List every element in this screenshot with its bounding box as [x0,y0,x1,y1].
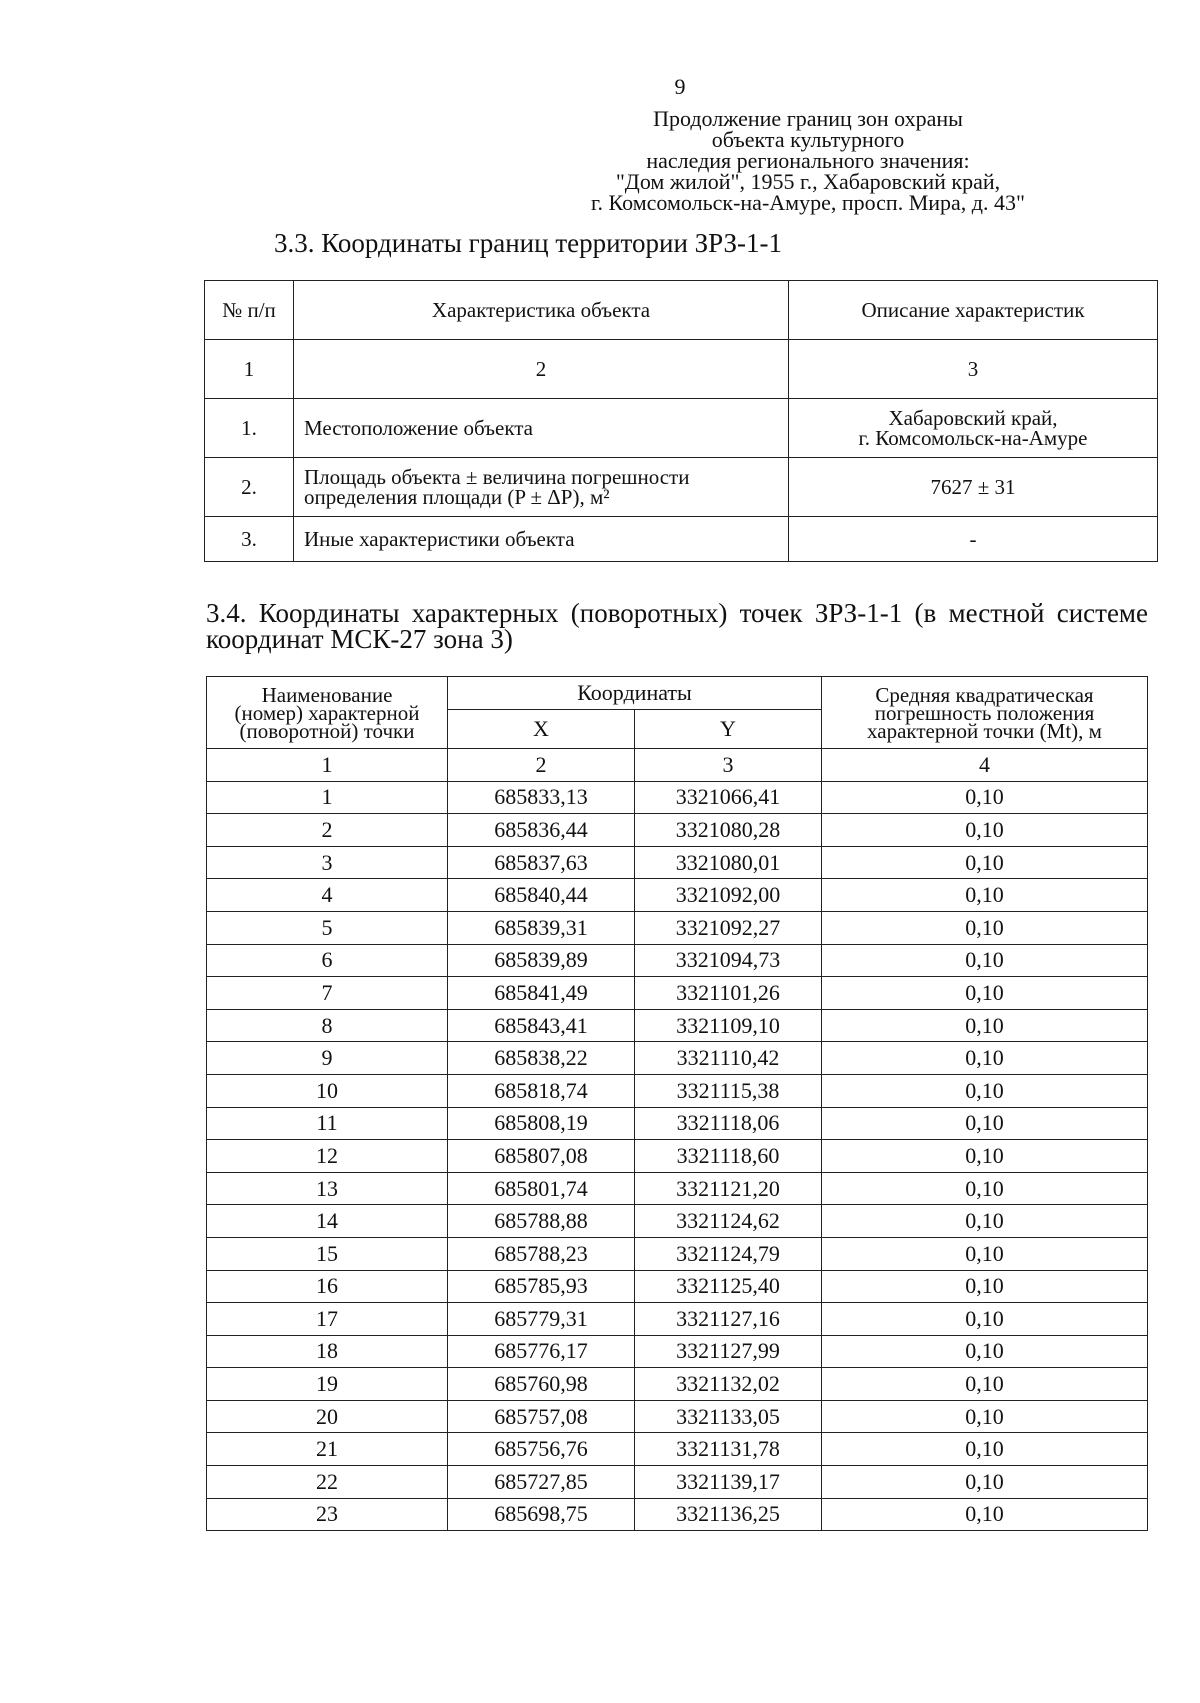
error-cell: 0,10 [822,1433,1148,1466]
x-coordinate-cell: 685836,44 [448,814,635,847]
y-coordinate-cell: 3321132,02 [635,1368,822,1401]
column-header-characteristic: Характеристика объекта [294,281,789,340]
y-coordinate-cell: 3321092,27 [635,911,822,944]
description-cell: - [789,517,1158,562]
table-row [207,1368,1148,1401]
point-number-cell: 5 [207,911,448,944]
header-line: Средняя квадратическая [875,682,1094,707]
point-number-cell: 6 [207,944,448,977]
y-coordinate-cell: 3321101,26 [635,977,822,1010]
y-coordinate-cell: 3321121,20 [635,1172,822,1205]
point-number-cell: 3 [207,846,448,879]
y-coordinate-cell: 3321127,99 [635,1335,822,1368]
table-row [207,1009,1148,1042]
y-coordinate-cell: 3321139,17 [635,1466,822,1499]
x-coordinate-cell: 685839,31 [448,911,635,944]
description-cell [789,399,1158,458]
table-row [205,458,1158,517]
table-row [207,1400,1148,1433]
x-coordinate-cell: 685727,85 [448,1466,635,1499]
point-number-cell: 10 [207,1074,448,1107]
column-header-x: X [448,710,635,749]
numbering-cell: 1 [205,340,294,399]
table-numbering-row [207,749,1148,782]
point-number-cell: 1 [207,781,448,814]
y-coordinate-cell: 3321127,16 [635,1303,822,1336]
table-row [207,1172,1148,1205]
y-coordinate-cell: 3321066,41 [635,781,822,814]
characteristics-table [204,280,1158,562]
y-coordinate-cell: 3321133,05 [635,1400,822,1433]
point-number-cell: 11 [207,1107,448,1140]
error-cell: 0,10 [822,846,1148,879]
point-number-cell: 9 [207,1042,448,1075]
table-row [205,399,1158,458]
header-line: (номер) характерной [234,700,420,725]
y-coordinate-cell: 3321109,10 [635,1009,822,1042]
table-row [207,846,1148,879]
point-number-cell: 4 [207,879,448,912]
numbering-cell: 3 [789,340,1158,399]
numbering-cell: 1 [207,749,448,782]
point-number-cell: 18 [207,1335,448,1368]
header-line: Продолжение границ зон охраны [653,106,963,131]
error-cell: 0,10 [822,1042,1148,1075]
x-coordinate-cell: 685807,08 [448,1140,635,1173]
error-cell: 0,10 [822,781,1148,814]
description-line: Хабаровский край, [888,406,1058,430]
error-cell: 0,10 [822,1270,1148,1303]
table-row [207,1074,1148,1107]
error-cell: 0,10 [822,1368,1148,1401]
y-coordinate-cell: 3321094,73 [635,944,822,977]
error-cell: 0,10 [822,977,1148,1010]
column-header-point-name [207,677,448,749]
table-header-row [207,677,1148,710]
x-coordinate-cell: 685818,74 [448,1074,635,1107]
characteristic-line: Площадь объекта ± величина погрешности [304,465,690,489]
point-number-cell: 8 [207,1009,448,1042]
table-row [207,1335,1148,1368]
x-coordinate-cell: 685788,88 [448,1205,635,1238]
error-cell: 0,10 [822,1335,1148,1368]
y-coordinate-cell: 3321118,60 [635,1140,822,1173]
x-coordinate-cell: 685776,17 [448,1335,635,1368]
column-header-coordinates: Координаты [448,677,822,710]
characteristic-line: определения площади (P ± ΔP), м² [304,485,610,509]
document-header [458,108,1158,213]
error-cell: 0,10 [822,1074,1148,1107]
table-row [207,879,1148,912]
x-coordinate-cell: 685779,31 [448,1303,635,1336]
y-coordinate-cell: 3321118,06 [635,1107,822,1140]
column-header-description: Описание характеристик [789,281,1158,340]
column-header-y: Y [635,710,822,749]
y-coordinate-cell: 3321080,01 [635,846,822,879]
header-line: объекта культурного [711,127,905,152]
error-cell: 0,10 [822,1107,1148,1140]
characteristic-cell [294,458,789,517]
error-cell: 0,10 [822,1400,1148,1433]
header-line: характерной точки (Mt), м [867,718,1102,743]
table-row [207,1466,1148,1499]
section-title-3-4: 3.4. Координаты характерных (поворотных) точек ЗРЗ-1-1 (в местной системе координат МСК-27 зона 3) [206,598,1148,654]
x-coordinate-cell: 685756,76 [448,1433,635,1466]
numbering-cell: 3 [635,749,822,782]
numbering-cell: 4 [822,749,1148,782]
description-cell: 7627 ± 31 [789,458,1158,517]
x-coordinate-cell: 685785,93 [448,1270,635,1303]
table-row [207,1107,1148,1140]
error-cell: 0,10 [822,1009,1148,1042]
column-header-error [822,677,1148,749]
column-header-number: № п/п [205,281,294,340]
error-cell: 0,10 [822,1237,1148,1270]
x-coordinate-cell: 685760,98 [448,1368,635,1401]
error-cell: 0,10 [822,1172,1148,1205]
point-number-cell: 19 [207,1368,448,1401]
point-number-cell: 22 [207,1466,448,1499]
error-cell: 0,10 [822,1205,1148,1238]
table-row [207,944,1148,977]
numbering-cell: 2 [448,749,635,782]
x-coordinate-cell: 685837,63 [448,846,635,879]
error-cell: 0,10 [822,879,1148,912]
row-number: 3. [205,517,294,562]
table-row [207,1498,1148,1531]
x-coordinate-cell: 685801,74 [448,1172,635,1205]
point-number-cell: 2 [207,814,448,847]
characteristic-cell: Местоположение объекта [294,399,789,458]
point-number-cell: 7 [207,977,448,1010]
table-row [207,911,1148,944]
y-coordinate-cell: 3321092,00 [635,879,822,912]
header-line: г. Комсомольск-на-Амуре, просп. Мира, д. 43" [591,190,1025,215]
x-coordinate-cell: 685808,19 [448,1107,635,1140]
table-row [207,1433,1148,1466]
point-number-cell: 23 [207,1498,448,1531]
y-coordinate-cell: 3321125,40 [635,1270,822,1303]
point-number-cell: 15 [207,1237,448,1270]
table-row [205,517,1158,562]
y-coordinate-cell: 3321131,78 [635,1433,822,1466]
y-coordinate-cell: 3321124,62 [635,1205,822,1238]
row-number: 2. [205,458,294,517]
x-coordinate-cell: 685698,75 [448,1498,635,1531]
point-number-cell: 20 [207,1400,448,1433]
x-coordinate-cell: 685843,41 [448,1009,635,1042]
x-coordinate-cell: 685840,44 [448,879,635,912]
point-number-cell: 16 [207,1270,448,1303]
header-line: Наименование [261,682,393,707]
y-coordinate-cell: 3321115,38 [635,1074,822,1107]
table-row [207,977,1148,1010]
error-cell: 0,10 [822,1466,1148,1499]
y-coordinate-cell: 3321124,79 [635,1237,822,1270]
characteristic-cell: Иные характеристики объекта [294,517,789,562]
error-cell: 0,10 [822,1140,1148,1173]
error-cell: 0,10 [822,1303,1148,1336]
table-row [207,1205,1148,1238]
point-number-cell: 13 [207,1172,448,1205]
point-number-cell: 21 [207,1433,448,1466]
table-row [207,1042,1148,1075]
y-coordinate-cell: 3321136,25 [635,1498,822,1531]
point-number-cell: 17 [207,1303,448,1336]
y-coordinate-cell: 3321080,28 [635,814,822,847]
point-number-cell: 12 [207,1140,448,1173]
error-cell: 0,10 [822,814,1148,847]
x-coordinate-cell: 685839,89 [448,944,635,977]
error-cell: 0,10 [822,1498,1148,1531]
section-title-3-3: 3.3. Координаты границ территории ЗРЗ-1-1 [274,228,783,258]
y-coordinate-cell: 3321110,42 [635,1042,822,1075]
table-header-row [205,281,1158,340]
point-number-cell: 14 [207,1205,448,1238]
x-coordinate-cell: 685757,08 [448,1400,635,1433]
error-cell: 0,10 [822,944,1148,977]
table-row [207,781,1148,814]
header-line: погрешность положения [874,700,1095,725]
coordinates-table [206,676,1148,1531]
numbering-cell: 2 [294,340,789,399]
row-number: 1. [205,399,294,458]
error-cell: 0,10 [822,911,1148,944]
x-coordinate-cell: 685838,22 [448,1042,635,1075]
page-number: 9 [674,74,686,99]
table-row [207,1237,1148,1270]
description-line: г. Комсомольск-на-Амуре [858,426,1088,450]
header-line: наследия регионального значения: [646,148,970,173]
x-coordinate-cell: 685841,49 [448,977,635,1010]
x-coordinate-cell: 685833,13 [448,781,635,814]
x-coordinate-cell: 685788,23 [448,1237,635,1270]
table-row [207,1303,1148,1336]
header-line: "Дом жилой", 1955 г., Хабаровский край, [615,169,1001,194]
table-row [207,814,1148,847]
table-numbering-row [205,340,1158,399]
table-row [207,1270,1148,1303]
table-row [207,1140,1148,1173]
header-line: (поворотной) точки [239,718,415,743]
